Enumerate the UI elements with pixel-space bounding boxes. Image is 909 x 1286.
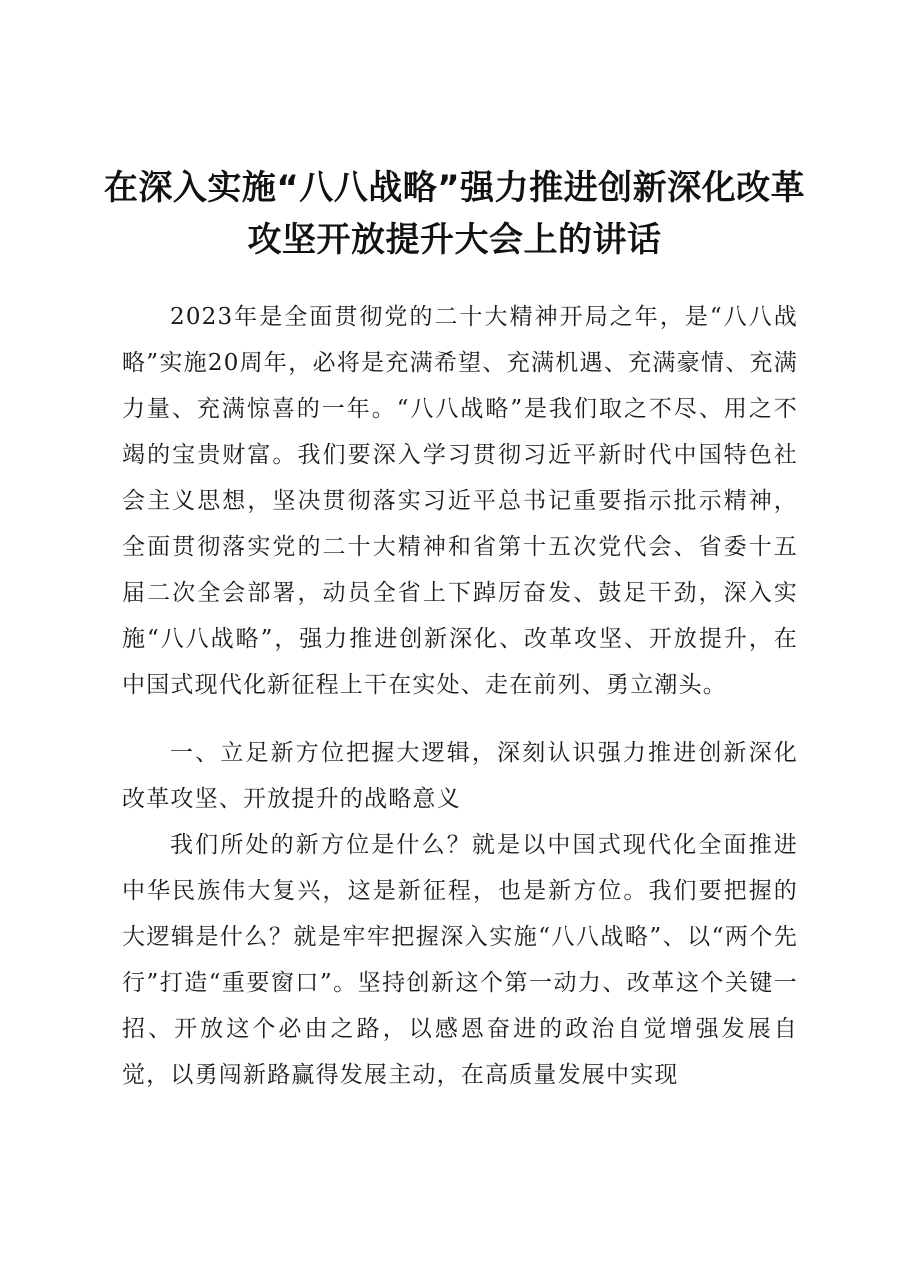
paragraph-new-position: 我们所处的新方位是什么？就是以中国式现代化全面推进中华民族伟大复兴，这是新征程，也是新方位。我们要把握的大逻辑是什么？就是牢牢把握深入实施“八八战略”、以“两个先行”打造“重要窗口”。坚持创新这个第一动力、改革这个关键一招、开放这个必由之路，以感恩奋进的政治自觉增强发展自觉，以勇闯新路赢得发展主动，在高质量发展中实现 (122, 832, 798, 1088)
section-heading-1: 一、立足新方位把握大逻辑，深刻认识强力推进创新深化改革攻坚、开放提升的战略意义 (122, 740, 798, 812)
document-title: 在深入实施“八八战略”强力推进创新深化改革攻坚开放提升大会上的讲话 (103, 168, 806, 260)
paragraph-intro: 2023年是全面贯彻党的二十大精神开局之年，是“八八战略”实施20周年，必将是充满希望、充满机遇、充满豪情、充满力量、充满惊喜的一年。“八八战略”是我们取之不尽、用之不竭的宝贵财富。我们要深入学习贯彻习近平新时代中国特色社会主义思想，坚决贯彻落实习近平总书记重要指示批示精神，全面贯彻落实党的二十大精神和省第十五次党代会、省委十五届二次全会部署，动员全省上下踔厉奋发、鼓足干劲，深入实施“八八战略”，强力推进创新深化、改革攻坚、开放提升，在中国式现代化新征程上干在实处、走在前列、勇立潮头。 (122, 304, 798, 698)
